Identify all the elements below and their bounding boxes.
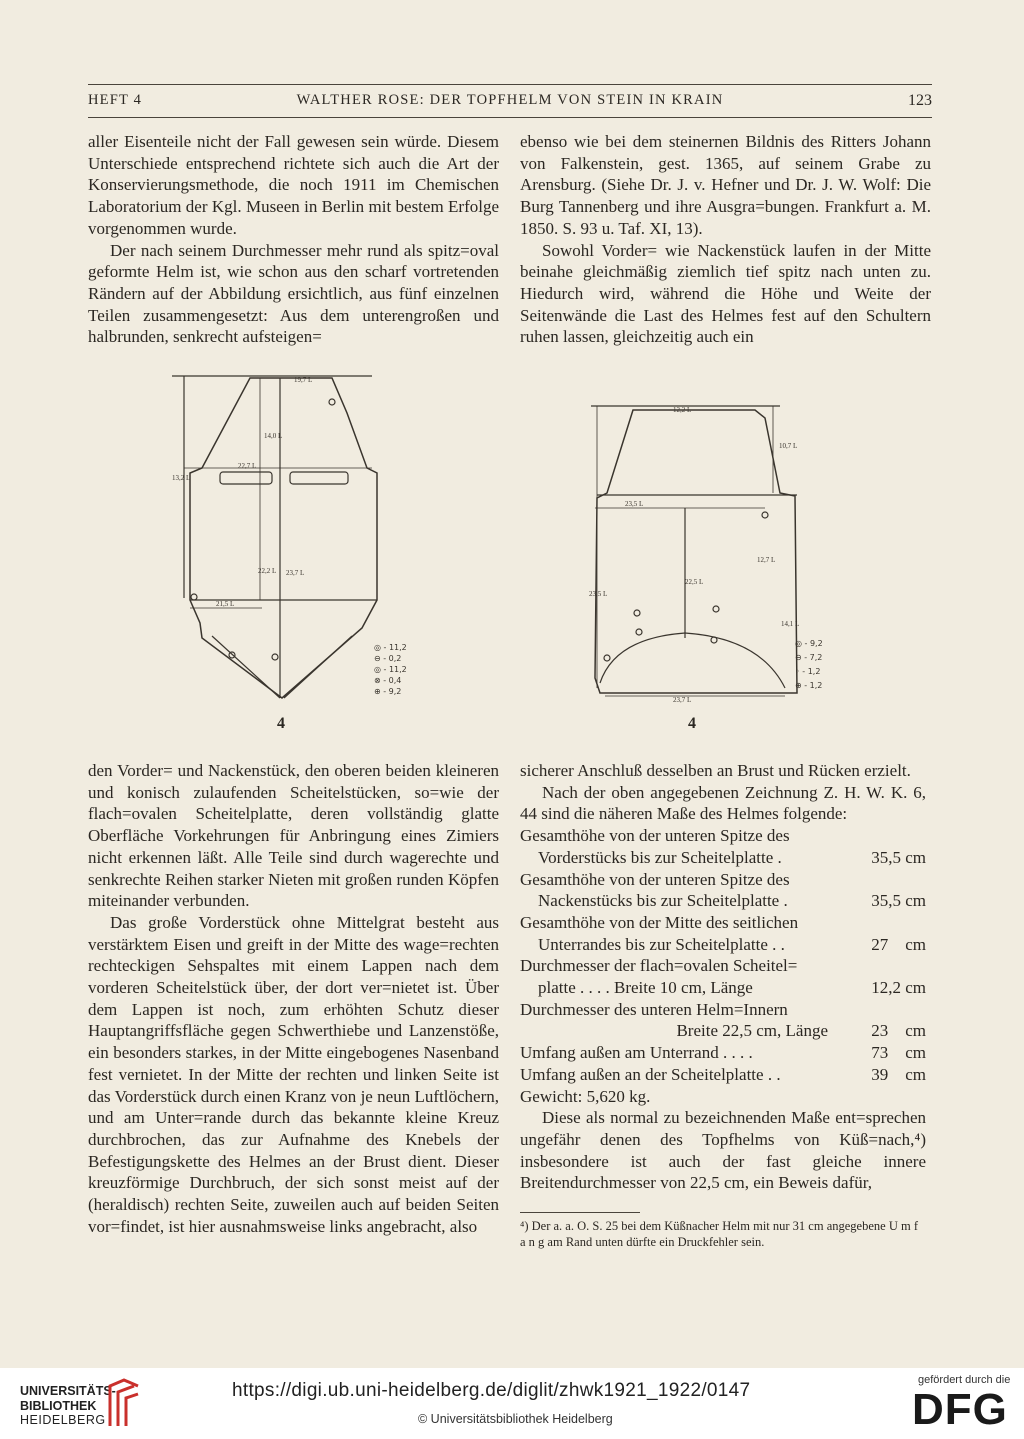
dim-label: 19,7 L: [294, 376, 313, 384]
measure-row: [520, 1064, 926, 1086]
measure-weight: Gewicht: 5,620 kg.: [520, 1086, 651, 1106]
rivet: [272, 654, 278, 660]
dim-label: 23,7 L: [673, 696, 692, 704]
dim-label: 10,7 L: [779, 442, 798, 450]
footnote-rule: [520, 1212, 640, 1213]
dim-label: 23,7 L: [286, 569, 305, 577]
library-name-line: HEIDELBERG: [20, 1413, 106, 1427]
measure-label: platte . . . . Breite 10 cm, Länge: [538, 978, 753, 998]
library-name-line: UNIVERSITÄTS-: [20, 1384, 116, 1398]
measure-label: Nackenstücks bis zur Scheitelplatte .: [538, 891, 788, 911]
measure-row: [520, 847, 926, 869]
paragraph: den Vorder= und Nackenstück, den oberen beiden kleineren und konisch zulaufenden Scheitelstücken, so=wie der flach=ovalen Scheitelplatte, deren vollständig glatte Oberfläche Vorkehrungen für Anbringung eines Zimiers nicht erkennen läßt. Alle Teile sind durch wagerechte und senkrechte Reihen starker Nieten mit großen runden Köpfen miteinander verbunden.: [88, 761, 499, 911]
rivet: [711, 637, 717, 643]
dim-label: 12,7 L: [757, 556, 776, 564]
rivet: [713, 606, 719, 612]
footnote: ⁴) Der a. a. O. S. 25 bei dem Küßnacher Helm mit nur 31 cm angegebene U m f a n g am Rand unten dürfte ein Druckfehler sein.: [520, 1219, 918, 1249]
paragraph: Der nach seinem Durchmesser mehr rund als spitz=oval geformte Helm ist, wie schon aus den scharf vortretenden Rändern auf der Abbildung ersichtlich, aus fünf einzelnen Teilen zusammengesetzt: Aus dem unterengroßen und halbrunden, senkrecht aufsteigen=: [88, 240, 499, 347]
legend-entry: ⊕ - 1,2: [795, 681, 823, 690]
rivet: [762, 512, 768, 518]
measure-row: [520, 1042, 926, 1064]
page-number: 123: [908, 92, 932, 109]
dim-label: 22,5 L: [685, 578, 704, 586]
legend-entry: ◎ - 11,2: [374, 665, 407, 674]
measure-label: Gesamthöhe von der Mitte des seitlichen: [520, 912, 799, 932]
eye-slit-right: [290, 472, 348, 484]
measure-label: Umfang außen an der Scheitelplatte . .: [520, 1064, 781, 1084]
measure-value: 27 cm: [871, 934, 926, 954]
measure-label: Umfang außen am Unterrand . . . .: [520, 1043, 753, 1063]
measure-label: Gesamthöhe von der unteren Spitze des: [520, 869, 790, 889]
bottom-left-column: [88, 760, 499, 1237]
library-emblem-icon: [106, 1376, 142, 1428]
measure-row: [520, 977, 926, 999]
measure-row: [520, 934, 926, 956]
measure-row: [520, 890, 926, 912]
dim-label: 22,7 L: [238, 462, 257, 470]
dim-label: 12,2 L: [673, 406, 692, 414]
measure-label: Breite 22,5 cm, Länge: [676, 1021, 828, 1041]
measure-row: [520, 1020, 926, 1042]
legend-entry: ◦ - 1,2: [795, 667, 821, 676]
rivet: [191, 594, 197, 600]
figure-number-right: 4: [688, 715, 696, 732]
funding-note: gefördert durch die: [918, 1374, 1011, 1386]
dim-label: 23,5 L: [625, 500, 644, 508]
dim-label: 14,1 L: [781, 620, 800, 628]
dim-label: 21,5 L: [216, 600, 235, 608]
measure-label: Durchmesser des unteren Helm=Innern: [520, 999, 788, 1019]
copyright-notice: © Universitätsbibliothek Heidelberg: [418, 1412, 613, 1426]
rivet: [636, 629, 642, 635]
legend-entry: ⊖ - 0,2: [374, 654, 402, 663]
figure-number-left: 4: [277, 715, 285, 732]
helmet-side-sketch: [585, 398, 847, 713]
helmet-front-sketch: [172, 368, 412, 713]
issue-label: HEFT 4: [88, 92, 143, 108]
viewer-footer: [0, 1368, 1024, 1439]
rivet: [634, 610, 640, 616]
measure-value: 73 cm: [871, 1043, 926, 1063]
dim-label: 23,5 L: [589, 590, 608, 598]
measure-label: Unterrandes bis zur Scheitelplatte . .: [538, 934, 785, 954]
measure-value: 35,5 cm: [871, 891, 926, 911]
legend-entry: ◎ - 11,2: [374, 643, 407, 652]
seam-line: [212, 636, 280, 698]
header-rule-bottom: [88, 117, 932, 118]
measure-label: Vorderstücks bis zur Scheitelplatte .: [538, 847, 782, 867]
top-right-column: [520, 131, 931, 348]
header-rule-top: [88, 84, 932, 85]
rivet: [329, 399, 335, 405]
paragraph: ebenso wie bei dem steinernen Bildnis des Ritters Johann von Falkenstein, gest. 1365, auf seinem Grabe zu Arensburg. (Siehe Dr. J. v. Hefner und Dr. J. W. Wolf: Die Burg Tannenberg und ihre Ausgra=bungen. Frankfurt a. M. 1850. S. 93 u. Taf. XI, 13).: [520, 132, 931, 238]
eye-slit-left: [220, 472, 272, 484]
dim-label: 13,2 L: [172, 474, 191, 482]
paragraph: Sowohl Vorder= wie Nackenstück laufen in der Mitte beinahe gleichmäßig ziemlich tief spitz nach unten zu. Hiedurch wird, während die Höhe und Weite der Seitenwände die Last des Helmes fest auf den Schultern ruhen lassen, gleichzeitig auch ein: [520, 240, 931, 347]
paragraph: sicherer Anschluß desselben an Brust und Rücken erzielt.: [520, 761, 911, 780]
measure-value: 12,2 cm: [871, 978, 926, 998]
paragraph: Das große Vorderstück ohne Mittelgrat besteht aus verstärktem Eisen und greift in der Mitte des wage=rechten rechteckigen Sehspaltes mit einem Lappen nach dem vorderen Scheitelstück über, der dort ver=nietet ist. Über dem Lappen ist noch, zum erhöhten Schutz dieser Hauptangriffsfläche gegen Schwerthiebe und Lanzenstöße, ein besonders starkes, in der Mitte eingebogenes Nasenband fest vernietet. In der Mitte der rechten und linken Seite ist das Vorderstück durch einen Kranz von je neun Luftlöchern, und am Unter=rande durch das bekannte kleine Kreuz durchbrochen, das zur Aufnahme des Knebels der Befestigungskette des Helmes an der Brust dient. Dieser kreuzförmige Durchbruch, der sich sonst meist auf der (heraldisch) rechten Seite, zuweilen auch auf beiden Seiten vor=findet, ist hier ausnahmsweise links angebracht, also: [88, 912, 499, 1236]
helmet-outline: [190, 378, 377, 698]
measure-label: Durchmesser der flach=ovalen Scheitel=: [520, 956, 798, 976]
bottom-right-column: [520, 760, 926, 1194]
library-logo: [20, 1384, 116, 1428]
legend-entry: ◎ - 9,2: [795, 639, 823, 648]
legend-entry: ⊖ - 7,2: [795, 653, 823, 662]
library-name-line: BIBLIOTHEK: [20, 1398, 97, 1413]
measure-label: Gesamthöhe von der unteren Spitze des: [520, 826, 790, 846]
measure-value: 23 cm: [871, 1021, 926, 1041]
dfg-logo: DFG: [912, 1385, 1008, 1434]
seam-line: [284, 636, 352, 698]
dim-label: 14,0 L: [264, 432, 283, 440]
dim-label: 22,2 L: [258, 567, 277, 575]
measure-value: 35,5 cm: [871, 847, 926, 867]
top-left-column: [88, 131, 499, 348]
measurements-table: [520, 825, 926, 1107]
paragraph: aller Eisenteile nicht der Fall gewesen sein würde. Diesem Unterschiede entsprechend richtete sich auch die Art der Konservierungsmethode, die noch 1911 im Chemischen Laboratorium der Kgl. Museen in Berlin mit bestem Erfolge vorgenommen wurde.: [88, 132, 499, 238]
paragraph: Nach der oben angegebenen Zeichnung Z. H. W. K. 6, 44 sind die näheren Maße des Helmes folgende:: [520, 782, 926, 824]
legend-entry: ⊗ - 0,4: [374, 676, 402, 685]
legend-entry: ⊕ - 9,2: [374, 687, 402, 696]
paragraph: Diese als normal zu bezeichnenden Maße ent=sprechen ungefähr denen des Topfhelms von Küß=nach,⁴) insbesondere ist auch der fast gleiche innere Breitendurchmesser von 22,5 cm, ein Beweis dafür,: [520, 1108, 926, 1193]
article-title: WALTHER ROSE: DER TOPFHELM VON STEIN IN KRAIN: [296, 92, 724, 108]
lower-rim-curve: [600, 633, 785, 688]
permalink-url[interactable]: https://digi.ub.uni-heidelberg.de/diglit/zhwk1921_1922/0147: [232, 1380, 751, 1401]
running-header: [88, 92, 932, 116]
rivet: [604, 655, 610, 661]
measure-value: 39 cm: [871, 1064, 926, 1084]
